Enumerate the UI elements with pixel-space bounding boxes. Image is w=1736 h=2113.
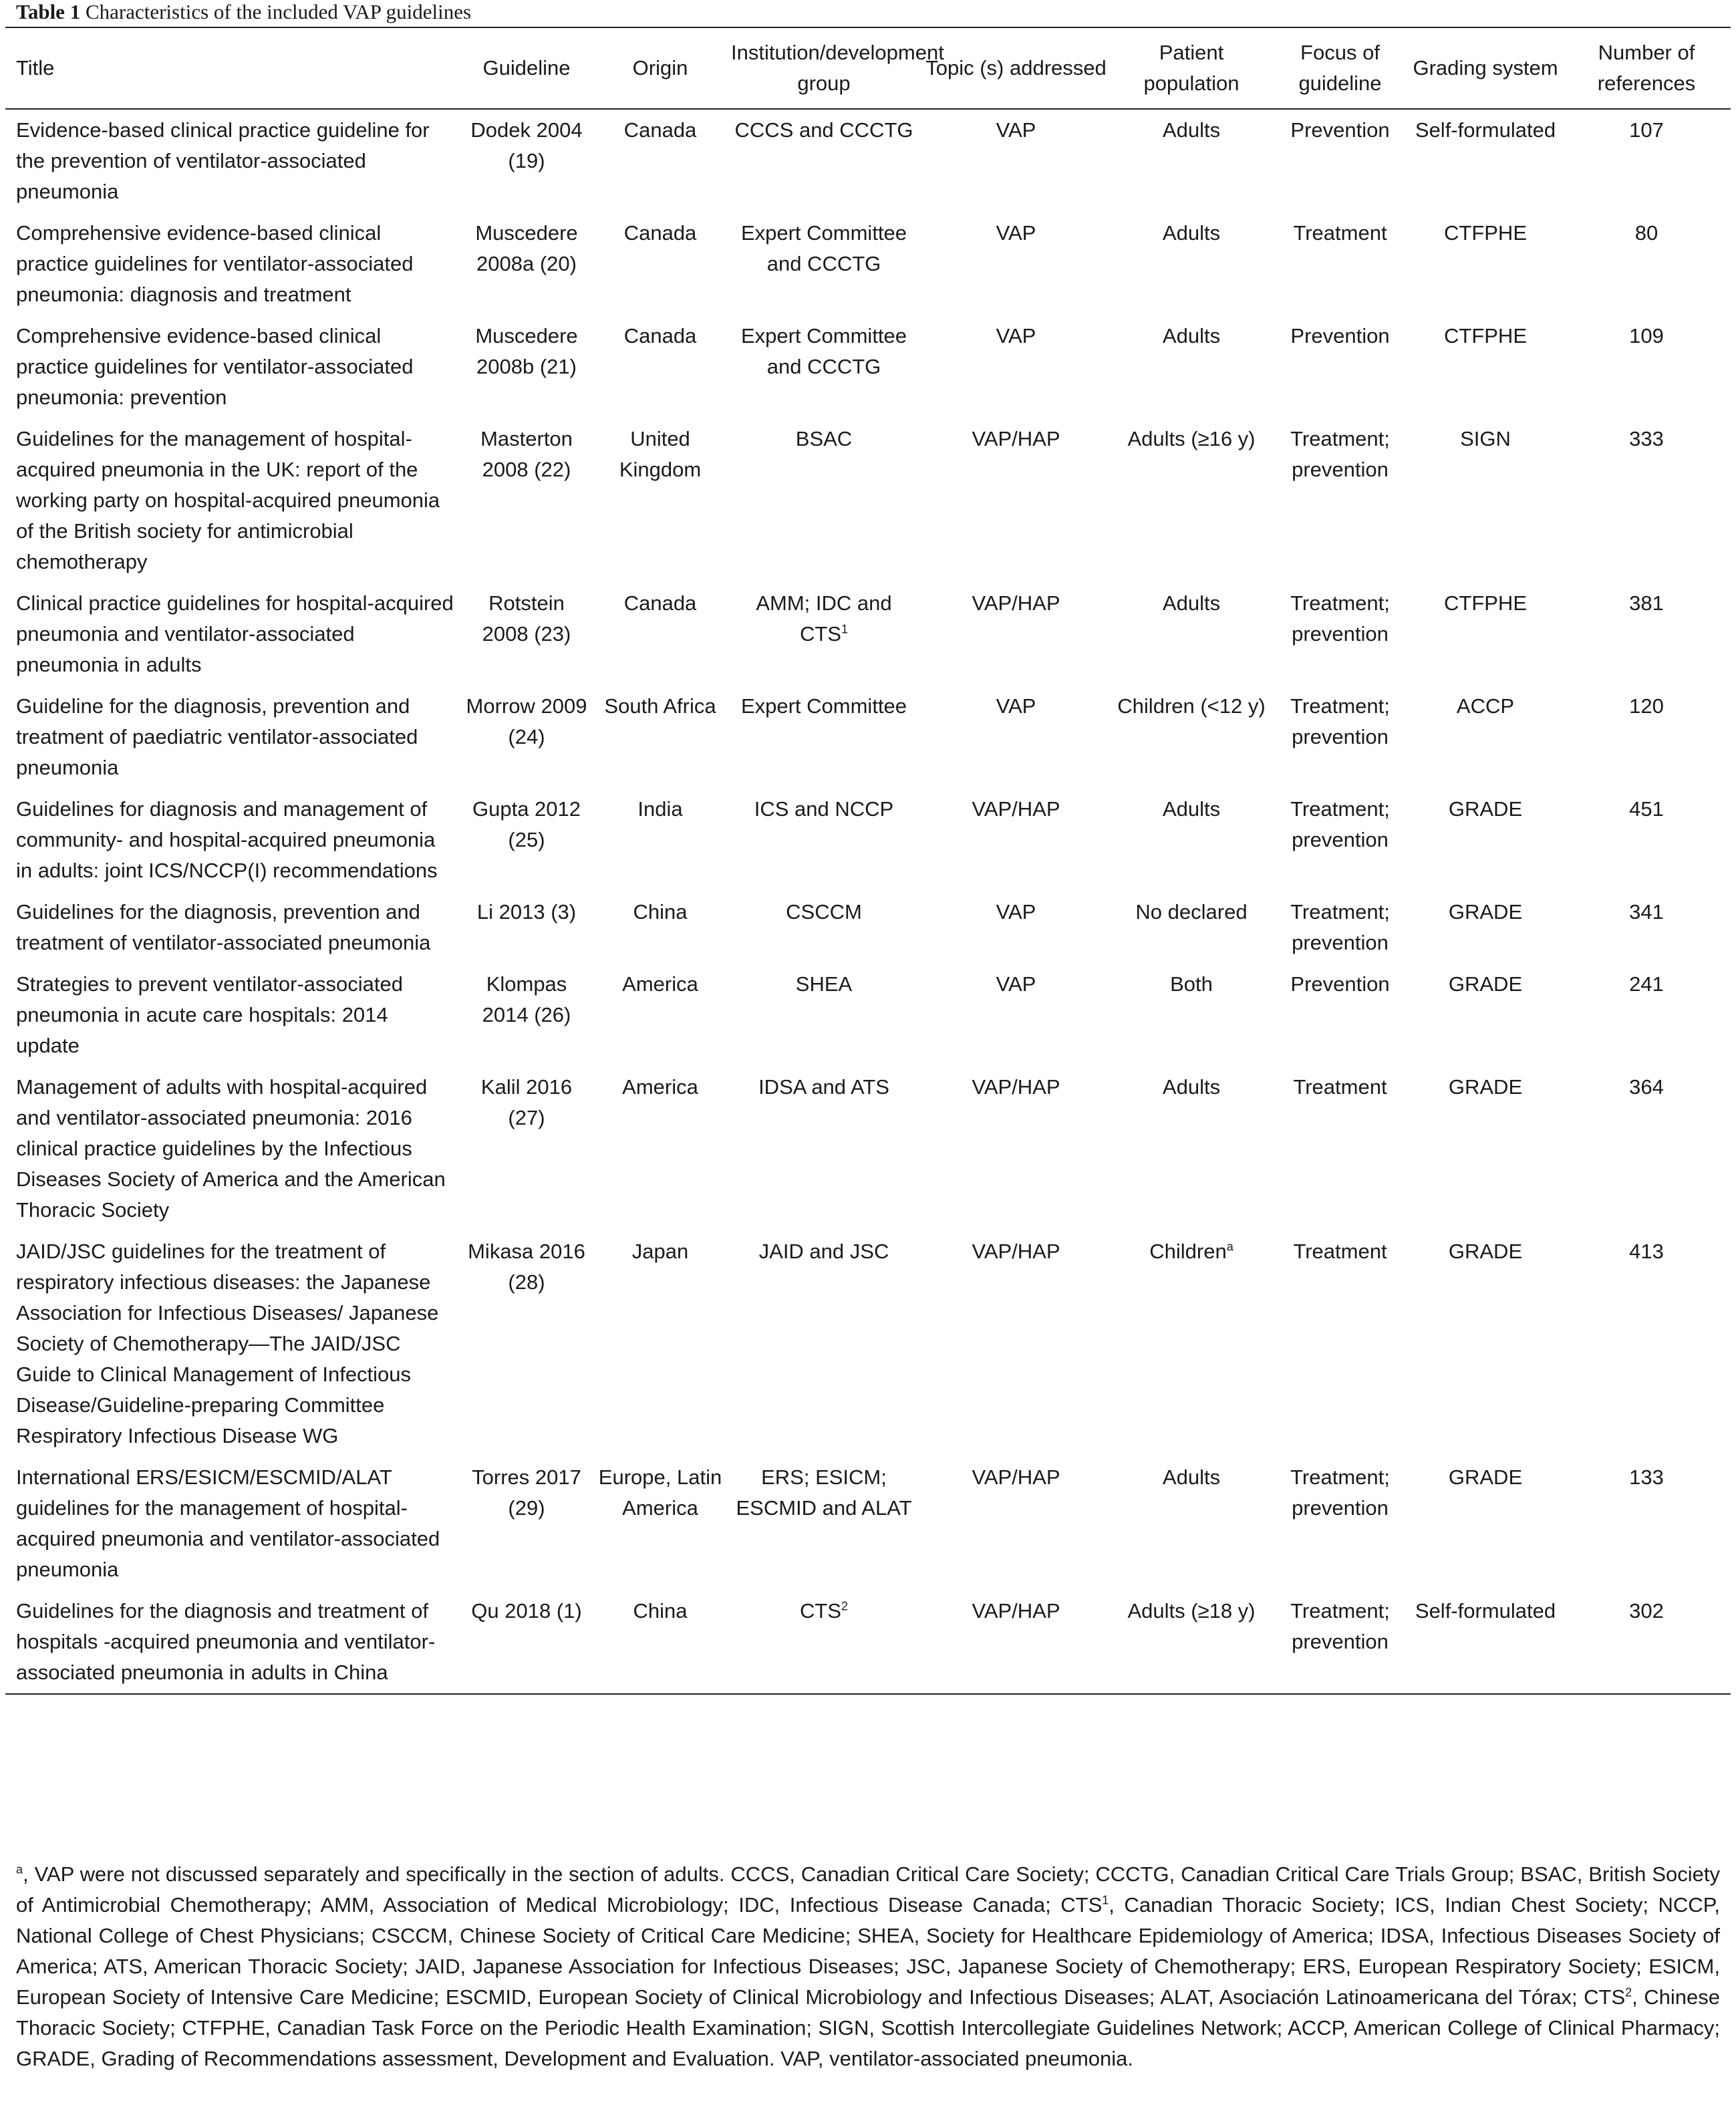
cell-references-text: 80 bbox=[1634, 221, 1658, 245]
table-row bbox=[5, 418, 1731, 583]
cell-origin-text: China bbox=[633, 900, 688, 924]
cell-institution-superscript: 1 bbox=[841, 622, 848, 636]
cell-title bbox=[5, 213, 460, 315]
cell-title bbox=[5, 686, 460, 789]
cell-grading bbox=[1409, 964, 1562, 1067]
cell-guideline bbox=[460, 891, 593, 964]
cell-origin bbox=[593, 964, 727, 1067]
cell-origin-text: United Kingdom bbox=[619, 427, 702, 481]
cell-topic bbox=[921, 1231, 1111, 1457]
cell-guideline-text: Kalil 2016 (27) bbox=[480, 1075, 573, 1129]
cell-origin bbox=[593, 1457, 727, 1590]
footnote-marker: a bbox=[16, 1862, 23, 1876]
cell-focus bbox=[1272, 1231, 1409, 1457]
cell-guideline-text: Morrow 2009 (24) bbox=[466, 694, 587, 748]
table-row bbox=[5, 686, 1731, 789]
table-label: Table 1 bbox=[16, 0, 81, 23]
cell-grading-text: CTFPHE bbox=[1444, 324, 1527, 347]
cell-origin-text: India bbox=[637, 797, 683, 821]
cell-population bbox=[1111, 1067, 1272, 1231]
cell-origin-text: Canada bbox=[623, 591, 697, 615]
cell-institution bbox=[727, 686, 921, 789]
cell-focus-text: Treatment; prevention bbox=[1290, 694, 1390, 748]
cell-population bbox=[1111, 315, 1272, 418]
cell-references-text: 241 bbox=[1629, 972, 1664, 996]
cell-institution-text: ICS and NCCP bbox=[754, 797, 894, 821]
cell-institution-text: Expert Committee and CCCTG bbox=[740, 324, 907, 378]
cell-references-text: 109 bbox=[1629, 324, 1664, 347]
cell-institution bbox=[727, 1067, 921, 1231]
cell-title bbox=[5, 891, 460, 964]
cell-institution-text: ERS; ESICM; ESCMID and ALAT bbox=[736, 1465, 912, 1520]
cell-origin-text: Canada bbox=[623, 221, 697, 245]
cell-institution-text: AMM; IDC and CTS bbox=[756, 591, 892, 646]
cell-grading bbox=[1409, 1590, 1562, 1694]
cell-origin-text: Canada bbox=[623, 118, 697, 142]
cell-topic-text: VAP bbox=[996, 221, 1036, 245]
footnote-sup1: 1 bbox=[1102, 1893, 1109, 1907]
cell-population-text: No declared bbox=[1135, 900, 1248, 924]
cell-origin-text: America bbox=[622, 1075, 698, 1099]
cell-grading-text: Self-formulated bbox=[1415, 118, 1556, 142]
cell-origin-text: America bbox=[622, 972, 698, 996]
cell-institution bbox=[727, 213, 921, 315]
guidelines-table bbox=[5, 27, 1731, 1695]
cell-focus-text: Prevention bbox=[1290, 324, 1390, 347]
cell-title-text: Management of adults with hospital-acquired and ventilator-associated pneumonia: 2016 clinical practice guidelines by the Infectious Diseases Society of America and the American Thoracic Society bbox=[16, 1075, 446, 1222]
cell-guideline-text: Gupta 2012 (25) bbox=[472, 797, 581, 851]
cell-origin bbox=[593, 109, 727, 213]
cell-origin bbox=[593, 315, 727, 418]
cell-institution bbox=[727, 418, 921, 583]
cell-population-text: Children bbox=[1149, 1240, 1227, 1263]
cell-topic-text: VAP/HAP bbox=[972, 427, 1060, 450]
header-guideline: Guideline bbox=[482, 56, 571, 80]
cell-topic bbox=[921, 583, 1111, 686]
cell-references-text: 341 bbox=[1629, 900, 1664, 924]
cell-population bbox=[1111, 1457, 1272, 1590]
cell-references bbox=[1562, 109, 1731, 213]
cell-title bbox=[5, 1231, 460, 1457]
cell-focus bbox=[1272, 1457, 1409, 1590]
cell-focus bbox=[1272, 964, 1409, 1067]
cell-topic-text: VAP/HAP bbox=[972, 1240, 1060, 1263]
cell-population-text: Adults (≥16 y) bbox=[1127, 427, 1256, 450]
cell-guideline bbox=[460, 213, 593, 315]
cell-title-text: Strategies to prevent ventilator-associated pneumonia in acute care hospitals: 2014 update bbox=[16, 972, 403, 1057]
cell-origin bbox=[593, 686, 727, 789]
cell-population-text: Adults bbox=[1162, 324, 1221, 347]
cell-guideline-text: Mikasa 2016 (28) bbox=[468, 1240, 585, 1294]
cell-guideline bbox=[460, 109, 593, 213]
cell-references-text: 120 bbox=[1629, 694, 1664, 718]
cell-guideline-text: Klompas 2014 (26) bbox=[482, 972, 571, 1026]
cell-grading bbox=[1409, 789, 1562, 891]
cell-grading bbox=[1409, 891, 1562, 964]
cell-references-text: 333 bbox=[1629, 427, 1664, 450]
cell-focus bbox=[1272, 1067, 1409, 1231]
cell-topic bbox=[921, 418, 1111, 583]
cell-guideline bbox=[460, 964, 593, 1067]
cell-focus bbox=[1272, 315, 1409, 418]
footnote-text-part3: , Chinese Thoracic Society; CTFPHE, Canadian Task Force on the Periodic Health Examination; SIGN, Scottish Intercollegiate Guidelines Network; ACCP, American College of Clinical Pharmacy; GRADE, Grading of Recommendations assessment, Development and Evaluation. VAP, ventilator-associated pneumonia. bbox=[16, 1985, 1721, 2070]
cell-references bbox=[1562, 1457, 1731, 1590]
cell-focus-text: Prevention bbox=[1290, 972, 1390, 996]
cell-population-text: Adults bbox=[1162, 1465, 1221, 1489]
cell-references bbox=[1562, 1067, 1731, 1231]
footnote-text-part2: , Canadian Thoracic Society; ICS, Indian Chest Society; NCCP, National College of Chest Physicians; CSCCM, Chinese Society of Critical Care Medicine; SHEA, Society for Healthcare Epidemiology of America; IDSA, Infectious Diseases Society of America; ATS, American Thoracic Society; JAID, Japanese Association for Infectious Diseases; JSC, Japanese Society of Chemotherapy; ERS, European Respiratory Society; ESICM, European Society of Intensive Care Medicine; ESCMID, European Society of Clinical Microbiology and Infectious Diseases; ALAT, Asociación Latinoamericana del Tórax; CTS bbox=[16, 1893, 1720, 2009]
cell-references bbox=[1562, 315, 1731, 418]
cell-focus-text: Treatment; prevention bbox=[1290, 427, 1390, 481]
cell-origin bbox=[593, 891, 727, 964]
cell-origin bbox=[593, 789, 727, 891]
cell-topic bbox=[921, 1067, 1111, 1231]
cell-focus-text: Treatment; prevention bbox=[1290, 797, 1390, 851]
cell-origin bbox=[593, 418, 727, 583]
cell-title-text: Comprehensive evidence-based clinical practice guidelines for ventilator-associated pneumonia: prevention bbox=[16, 324, 414, 409]
table-row bbox=[5, 1457, 1731, 1590]
cell-grading-text: CTFPHE bbox=[1444, 221, 1527, 245]
cell-population bbox=[1111, 1231, 1272, 1457]
cell-topic bbox=[921, 213, 1111, 315]
cell-origin-text: Europe, Latin America bbox=[598, 1465, 722, 1520]
cell-origin bbox=[593, 213, 727, 315]
cell-institution bbox=[727, 315, 921, 418]
cell-institution bbox=[727, 583, 921, 686]
cell-origin bbox=[593, 1067, 727, 1231]
cell-origin bbox=[593, 1590, 727, 1694]
cell-topic bbox=[921, 964, 1111, 1067]
cell-origin-text: Japan bbox=[631, 1240, 689, 1263]
header-grading: Grading system bbox=[1413, 56, 1558, 80]
cell-focus-text: Treatment; prevention bbox=[1290, 900, 1390, 954]
cell-title bbox=[5, 1457, 460, 1590]
cell-origin-text: Canada bbox=[623, 324, 697, 347]
cell-population-text: Adults bbox=[1162, 221, 1221, 245]
cell-references bbox=[1562, 789, 1731, 891]
cell-grading-text: Self-formulated bbox=[1415, 1599, 1556, 1623]
header-references: Number of references bbox=[1597, 41, 1696, 95]
cell-references-text: 364 bbox=[1629, 1075, 1664, 1099]
cell-grading bbox=[1409, 1457, 1562, 1590]
cell-guideline bbox=[460, 1590, 593, 1694]
cell-title bbox=[5, 1067, 460, 1231]
cell-title bbox=[5, 583, 460, 686]
cell-grading-text: GRADE bbox=[1448, 797, 1523, 821]
cell-grading bbox=[1409, 213, 1562, 315]
cell-title bbox=[5, 109, 460, 213]
table-row bbox=[5, 1231, 1731, 1457]
cell-institution bbox=[727, 1590, 921, 1694]
cell-references-text: 381 bbox=[1629, 591, 1664, 615]
cell-population bbox=[1111, 109, 1272, 213]
cell-topic-text: VAP/HAP bbox=[972, 797, 1060, 821]
cell-title bbox=[5, 1590, 460, 1694]
cell-population-text: Adults bbox=[1162, 797, 1221, 821]
cell-guideline bbox=[460, 1457, 593, 1590]
cell-topic bbox=[921, 109, 1111, 213]
table-caption-text: Characteristics of the included VAP guidelines bbox=[85, 0, 472, 23]
cell-title-text: Comprehensive evidence-based clinical practice guidelines for ventilator-associated pneumonia: diagnosis and treatment bbox=[16, 221, 414, 306]
cell-references bbox=[1562, 1590, 1731, 1694]
footnote-sup2: 2 bbox=[1625, 1985, 1632, 1999]
cell-grading bbox=[1409, 315, 1562, 418]
cell-references bbox=[1562, 418, 1731, 583]
cell-origin-text: South Africa bbox=[604, 694, 716, 718]
cell-institution-superscript: 2 bbox=[841, 1599, 848, 1613]
cell-focus bbox=[1272, 789, 1409, 891]
cell-grading-text: GRADE bbox=[1448, 972, 1523, 996]
cell-guideline-text: Muscedere 2008a (20) bbox=[475, 221, 578, 275]
cell-origin-text: China bbox=[633, 1599, 688, 1623]
cell-topic-text: VAP bbox=[996, 900, 1036, 924]
cell-guideline-text: Rotstein 2008 (23) bbox=[482, 591, 571, 646]
cell-guideline-text: Masterton 2008 (22) bbox=[480, 427, 573, 481]
cell-guideline bbox=[460, 1231, 593, 1457]
cell-references bbox=[1562, 583, 1731, 686]
cell-guideline-text: Dodek 2004 (19) bbox=[470, 118, 583, 172]
cell-topic-text: VAP bbox=[996, 694, 1036, 718]
header-title: Title bbox=[16, 56, 55, 80]
cell-title bbox=[5, 789, 460, 891]
cell-topic-text: VAP bbox=[996, 118, 1036, 142]
table-body bbox=[5, 109, 1731, 1694]
cell-title-text: Guidelines for the management of hospital-acquired pneumonia in the UK: report of the working party on hospital-acquired pneumonia of the British society for antimicrobial chemotherapy bbox=[16, 427, 440, 573]
table-footnote bbox=[16, 1859, 1720, 2074]
cell-institution-text: CSCCM bbox=[786, 900, 862, 924]
cell-title-text: JAID/JSC guidelines for the treatment of respiratory infectious diseases: the Japanese Association for Infectious Diseases/ Japanese Society of Chemotherapy—The JAID/JSC Guide to Clinical Management of Infectious Disease/Guideline-preparing Committee Respiratory Infectious Disease WG bbox=[16, 1240, 439, 1447]
cell-population bbox=[1111, 213, 1272, 315]
cell-title bbox=[5, 418, 460, 583]
cell-institution bbox=[727, 964, 921, 1067]
cell-topic bbox=[921, 789, 1111, 891]
cell-institution-text: CCCS and CCCTG bbox=[734, 118, 913, 142]
cell-focus-text: Prevention bbox=[1290, 118, 1390, 142]
cell-grading-text: GRADE bbox=[1448, 1240, 1523, 1263]
cell-grading bbox=[1409, 583, 1562, 686]
cell-focus bbox=[1272, 583, 1409, 686]
cell-population-superscript: a bbox=[1226, 1240, 1234, 1254]
cell-title-text: Guidelines for the diagnosis, prevention and treatment of ventilator-associated pneumonia bbox=[16, 900, 431, 954]
cell-population bbox=[1111, 789, 1272, 891]
cell-focus-text: Treatment; prevention bbox=[1290, 1599, 1390, 1653]
cell-references bbox=[1562, 213, 1731, 315]
table-row bbox=[5, 789, 1731, 891]
cell-population-text: Adults bbox=[1162, 591, 1221, 615]
cell-grading-text: GRADE bbox=[1448, 900, 1523, 924]
cell-focus bbox=[1272, 213, 1409, 315]
cell-title bbox=[5, 315, 460, 418]
table-row bbox=[5, 315, 1731, 418]
table-header-row bbox=[5, 27, 1731, 109]
cell-origin bbox=[593, 1231, 727, 1457]
cell-institution-text: JAID and JSC bbox=[758, 1240, 889, 1263]
cell-population-text: Adults bbox=[1162, 1075, 1221, 1099]
table-row bbox=[5, 891, 1731, 964]
cell-grading-text: SIGN bbox=[1460, 427, 1511, 450]
cell-title-text: Guideline for the diagnosis, prevention and treatment of paediatric ventilator-associated pneumonia bbox=[16, 694, 418, 779]
cell-focus-text: Treatment; prevention bbox=[1290, 591, 1390, 646]
cell-institution-text: BSAC bbox=[795, 427, 853, 450]
cell-guideline-text: Muscedere 2008b (21) bbox=[475, 324, 578, 378]
cell-grading bbox=[1409, 1067, 1562, 1231]
cell-institution-text: Expert Committee bbox=[740, 694, 907, 718]
cell-population bbox=[1111, 583, 1272, 686]
cell-grading-text: CTFPHE bbox=[1444, 591, 1527, 615]
cell-guideline bbox=[460, 1067, 593, 1231]
cell-title-text: Evidence-based clinical practice guideline for the prevention of ventilator-associated pneumonia bbox=[16, 118, 430, 203]
cell-topic bbox=[921, 891, 1111, 964]
cell-topic bbox=[921, 1590, 1111, 1694]
cell-guideline-text: Torres 2017 (29) bbox=[472, 1465, 581, 1520]
cell-topic bbox=[921, 1457, 1111, 1590]
footnote-text-part1: , VAP were not discussed separately and specifically in the section of adults. CCCS, Canadian Critical Care Society; CCCTG, Canadian Critical Care Trials Group; BSAC, British Society of Antimicrobial Chemotherapy; AMM, Association of Medical Microbiology; IDC, Infectious Disease Canada; CTS bbox=[16, 1862, 1720, 1917]
table-row bbox=[5, 583, 1731, 686]
table-row bbox=[5, 1590, 1731, 1694]
cell-origin bbox=[593, 583, 727, 686]
cell-focus-text: Treatment bbox=[1293, 221, 1387, 245]
cell-institution bbox=[727, 1231, 921, 1457]
cell-title-text: Guidelines for diagnosis and management of community- and hospital-acquired pneumonia in adults: joint ICS/NCCP(I) recommendations bbox=[16, 797, 438, 882]
cell-population bbox=[1111, 418, 1272, 583]
cell-guideline-text: Li 2013 (3) bbox=[476, 900, 577, 924]
cell-focus bbox=[1272, 418, 1409, 583]
header-population: Patient population bbox=[1143, 41, 1240, 95]
cell-topic-text: VAP/HAP bbox=[972, 1599, 1060, 1623]
table-row bbox=[5, 1067, 1731, 1231]
cell-title bbox=[5, 964, 460, 1067]
cell-focus-text: Treatment; prevention bbox=[1290, 1465, 1390, 1520]
cell-population-text: Adults (≥18 y) bbox=[1127, 1599, 1256, 1623]
cell-grading bbox=[1409, 109, 1562, 213]
cell-population bbox=[1111, 686, 1272, 789]
cell-population bbox=[1111, 1590, 1272, 1694]
cell-guideline-text: Qu 2018 (1) bbox=[471, 1599, 582, 1623]
cell-institution bbox=[727, 109, 921, 213]
header-focus: Focus of guideline bbox=[1298, 41, 1382, 95]
table-caption bbox=[16, 0, 471, 24]
cell-population-text: Adults bbox=[1162, 118, 1221, 142]
cell-topic-text: VAP bbox=[996, 972, 1036, 996]
cell-topic-text: VAP bbox=[996, 324, 1036, 347]
cell-references-text: 302 bbox=[1629, 1599, 1664, 1623]
cell-topic bbox=[921, 315, 1111, 418]
cell-focus bbox=[1272, 109, 1409, 213]
cell-institution bbox=[727, 891, 921, 964]
table-row bbox=[5, 964, 1731, 1067]
cell-population bbox=[1111, 891, 1272, 964]
cell-title-text: Clinical practice guidelines for hospital-acquired pneumonia and ventilator-associated pneumonia in adults bbox=[16, 591, 454, 676]
cell-population bbox=[1111, 964, 1272, 1067]
cell-grading bbox=[1409, 1231, 1562, 1457]
cell-references-text: 107 bbox=[1629, 118, 1664, 142]
cell-topic bbox=[921, 686, 1111, 789]
header-topic: Topic (s) addressed bbox=[925, 56, 1107, 80]
cell-grading-text: GRADE bbox=[1448, 1075, 1523, 1099]
cell-institution-text: IDSA and ATS bbox=[758, 1075, 889, 1099]
cell-references bbox=[1562, 891, 1731, 964]
cell-institution-text: SHEA bbox=[795, 972, 853, 996]
cell-guideline bbox=[460, 686, 593, 789]
cell-topic-text: VAP/HAP bbox=[972, 1075, 1060, 1099]
cell-grading bbox=[1409, 418, 1562, 583]
cell-population-text: Children (<12 y) bbox=[1117, 694, 1266, 718]
cell-guideline bbox=[460, 315, 593, 418]
cell-references-text: 133 bbox=[1629, 1465, 1664, 1489]
cell-references bbox=[1562, 964, 1731, 1067]
cell-population-text: Both bbox=[1170, 972, 1213, 996]
cell-institution bbox=[727, 789, 921, 891]
cell-guideline bbox=[460, 789, 593, 891]
cell-grading bbox=[1409, 686, 1562, 789]
cell-focus-text: Treatment bbox=[1293, 1240, 1387, 1263]
cell-institution-text: CTS bbox=[799, 1599, 841, 1623]
cell-references-text: 451 bbox=[1629, 797, 1664, 821]
cell-focus bbox=[1272, 686, 1409, 789]
header-institution: Institution/development group bbox=[731, 41, 944, 95]
cell-focus bbox=[1272, 891, 1409, 964]
cell-topic-text: VAP/HAP bbox=[972, 1465, 1060, 1489]
header-origin: Origin bbox=[632, 56, 688, 80]
cell-grading-text: ACCP bbox=[1456, 694, 1515, 718]
cell-topic-text: VAP/HAP bbox=[972, 591, 1060, 615]
cell-guideline bbox=[460, 583, 593, 686]
cell-institution bbox=[727, 1457, 921, 1590]
cell-guideline bbox=[460, 418, 593, 583]
cell-references-text: 413 bbox=[1629, 1240, 1664, 1263]
table-row bbox=[5, 213, 1731, 315]
cell-references bbox=[1562, 1231, 1731, 1457]
cell-references bbox=[1562, 686, 1731, 789]
cell-title-text: Guidelines for the diagnosis and treatment of hospitals -acquired pneumonia and ventilator-associated pneumonia in adults in China bbox=[16, 1599, 436, 1684]
table-row bbox=[5, 109, 1731, 213]
cell-grading-text: GRADE bbox=[1448, 1465, 1523, 1489]
cell-focus-text: Treatment bbox=[1293, 1075, 1387, 1099]
cell-title-text: International ERS/ESICM/ESCMID/ALAT guidelines for the management of hospital-acquired pneumonia and ventilator-associated pneumonia bbox=[16, 1465, 440, 1581]
cell-institution-text: Expert Committee and CCCTG bbox=[740, 221, 907, 275]
cell-focus bbox=[1272, 1590, 1409, 1694]
